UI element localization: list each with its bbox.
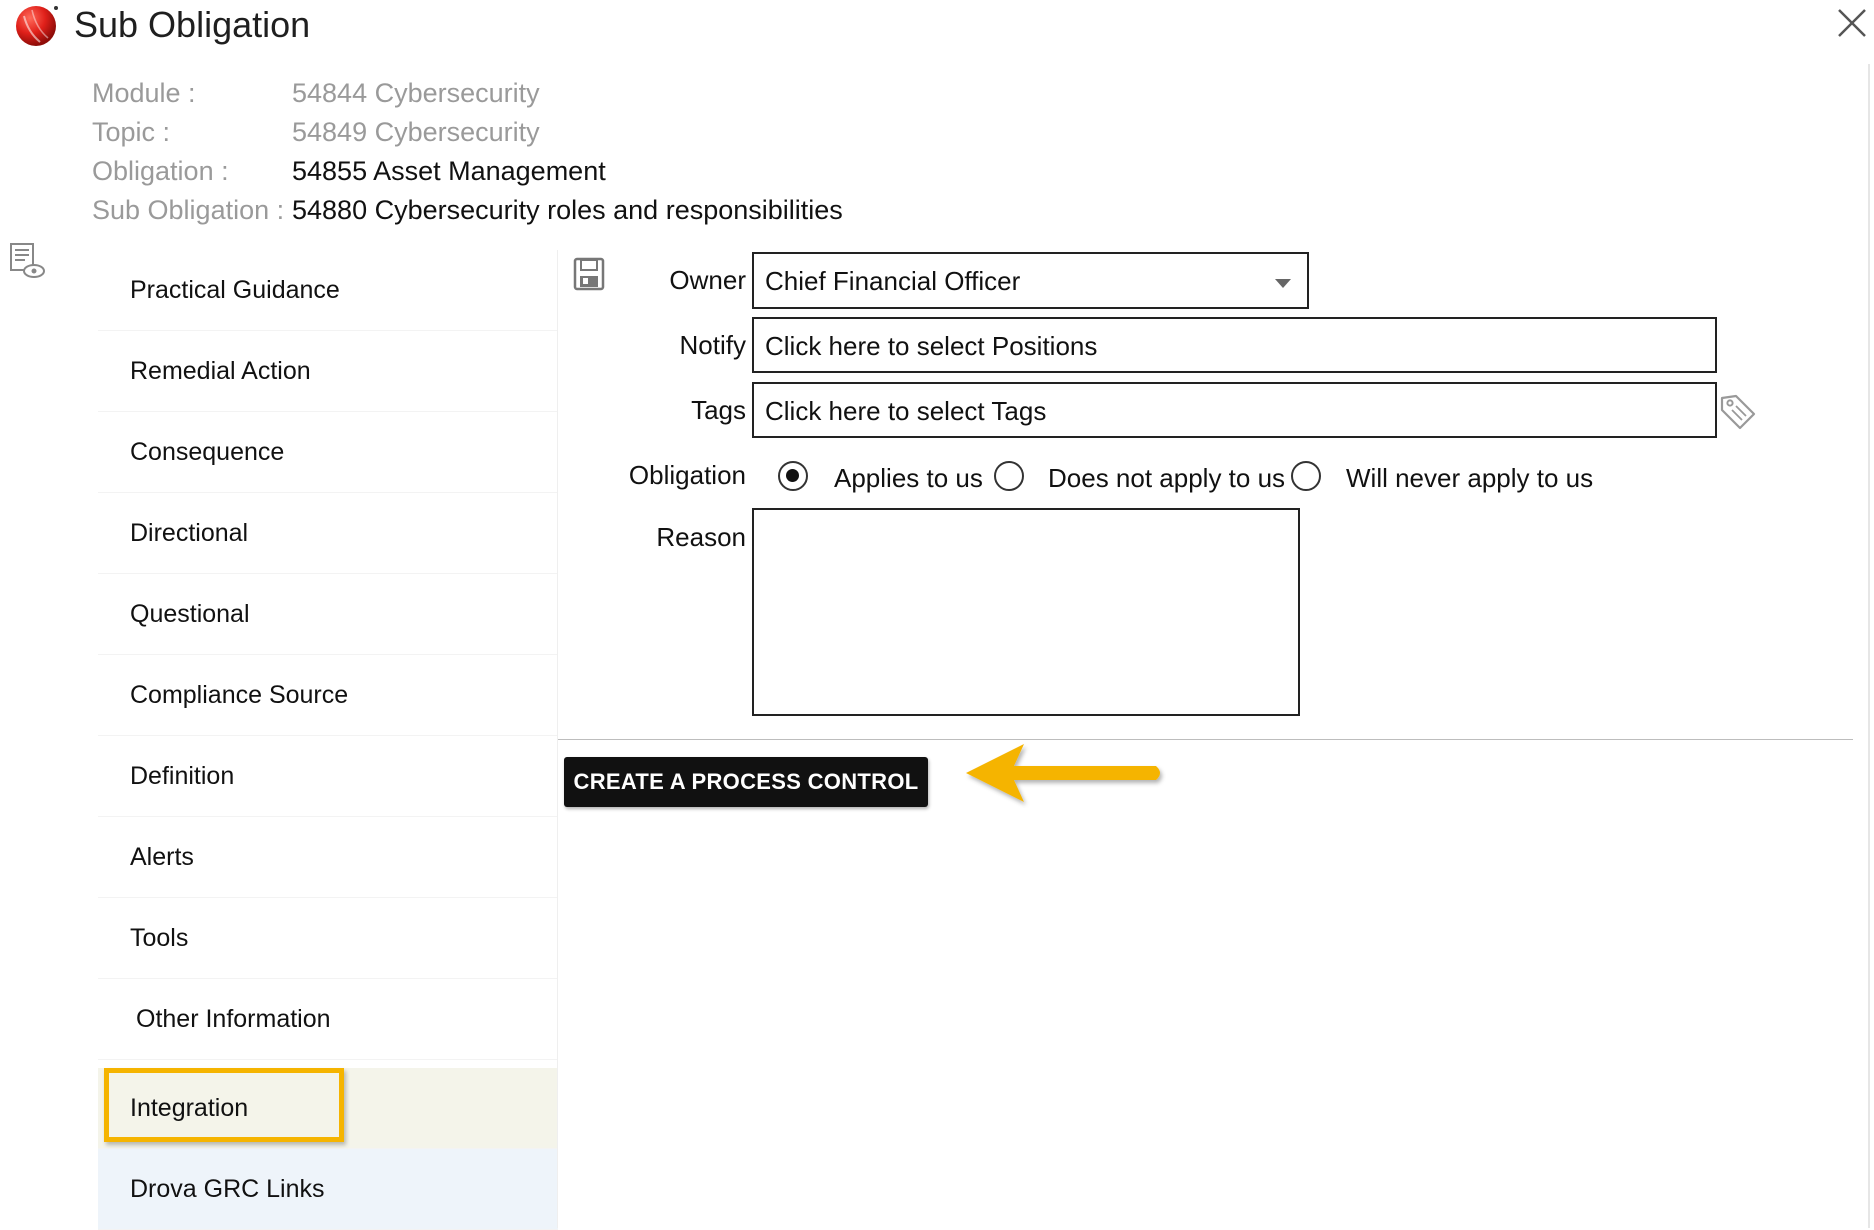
tags-placeholder: Click here to select Tags <box>765 396 1047 426</box>
nav-item-label: Alerts <box>130 843 194 871</box>
nav-item-label: Questional <box>130 600 250 628</box>
reason-textarea[interactable] <box>752 508 1300 716</box>
nav-item-tools[interactable] <box>98 898 558 979</box>
nav-item-compliance-source[interactable] <box>98 655 558 736</box>
obligation-label: Obligation : <box>92 156 229 186</box>
radio-applies[interactable] <box>778 461 808 491</box>
sub-obligation-value: 54880 Cybersecurity roles and responsibilities <box>292 195 843 225</box>
owner-value: Chief Financial Officer <box>765 266 1021 296</box>
notify-placeholder: Click here to select Positions <box>765 331 1098 361</box>
topic-value: 54849 Cybersecurity <box>292 117 540 147</box>
tags-label: Tags <box>691 395 746 425</box>
nav-item-label: Remedial Action <box>130 357 311 385</box>
nav-item-label: Definition <box>130 762 235 790</box>
topic-label: Topic : <box>92 117 171 147</box>
radio-applies-label[interactable]: Applies to us <box>834 463 983 493</box>
nav-item-label: Consequence <box>130 438 285 466</box>
app-logo-icon <box>14 2 60 48</box>
page-title: Sub Obligation <box>74 4 311 45</box>
close-icon[interactable] <box>1835 6 1869 40</box>
radio-does-not-apply[interactable] <box>994 461 1024 491</box>
nav-item-consequence[interactable] <box>98 412 558 493</box>
sub-obligation-label: Sub Obligation : <box>92 195 285 225</box>
nav-item-definition[interactable] <box>98 736 558 817</box>
nav-item-practical-guidance[interactable] <box>98 250 558 331</box>
tags-field[interactable] <box>752 382 1717 438</box>
reason-label: Reason <box>656 522 746 552</box>
nav-item-directional[interactable] <box>98 493 558 574</box>
obligation-value: 54855 Asset Management <box>292 156 606 186</box>
module-value: 54844 Cybersecurity <box>292 78 540 108</box>
nav-item-questional[interactable] <box>98 574 558 655</box>
radio-will-never-apply-label[interactable]: Will never apply to us <box>1346 463 1594 493</box>
owner-label: Owner <box>669 265 746 295</box>
nav-item-label: Drova GRC Links <box>130 1175 325 1203</box>
nav-item-alerts[interactable] <box>98 817 558 898</box>
tag-icon[interactable] <box>1718 392 1758 432</box>
nav-item-label: Tools <box>130 924 189 952</box>
arrow-left-annotation-icon <box>962 738 1166 808</box>
integration-highlight-box <box>104 1068 344 1142</box>
chevron-down-icon <box>1275 279 1291 288</box>
nav-item-label: Directional <box>130 519 249 547</box>
create-process-control-button[interactable]: CREATE A PROCESS CONTROL <box>564 757 928 807</box>
obligation-options-label: Obligation <box>628 460 746 490</box>
save-icon[interactable] <box>573 257 605 291</box>
module-label: Module : <box>92 78 196 108</box>
form-divider <box>558 739 1853 740</box>
radio-does-not-apply-label[interactable]: Does not apply to us <box>1048 463 1286 493</box>
owner-select[interactable] <box>752 252 1309 309</box>
nav-item-drova-grc-links[interactable] <box>98 1149 558 1230</box>
dialog-right-border <box>1868 64 1870 1228</box>
nav-item-other-information[interactable] <box>98 979 558 1060</box>
radio-will-never-apply[interactable] <box>1291 461 1321 491</box>
document-view-icon[interactable] <box>8 242 46 280</box>
nav-item-remedial-action[interactable] <box>98 331 558 412</box>
notify-label: Notify <box>679 330 746 360</box>
nav-item-label: Other Information <box>136 1005 331 1033</box>
nav-item-label: Compliance Source <box>130 681 349 709</box>
notify-positions-field[interactable] <box>752 317 1717 373</box>
nav-item-label: Integration <box>130 1094 249 1122</box>
nav-item-label: Practical Guidance <box>130 276 340 304</box>
